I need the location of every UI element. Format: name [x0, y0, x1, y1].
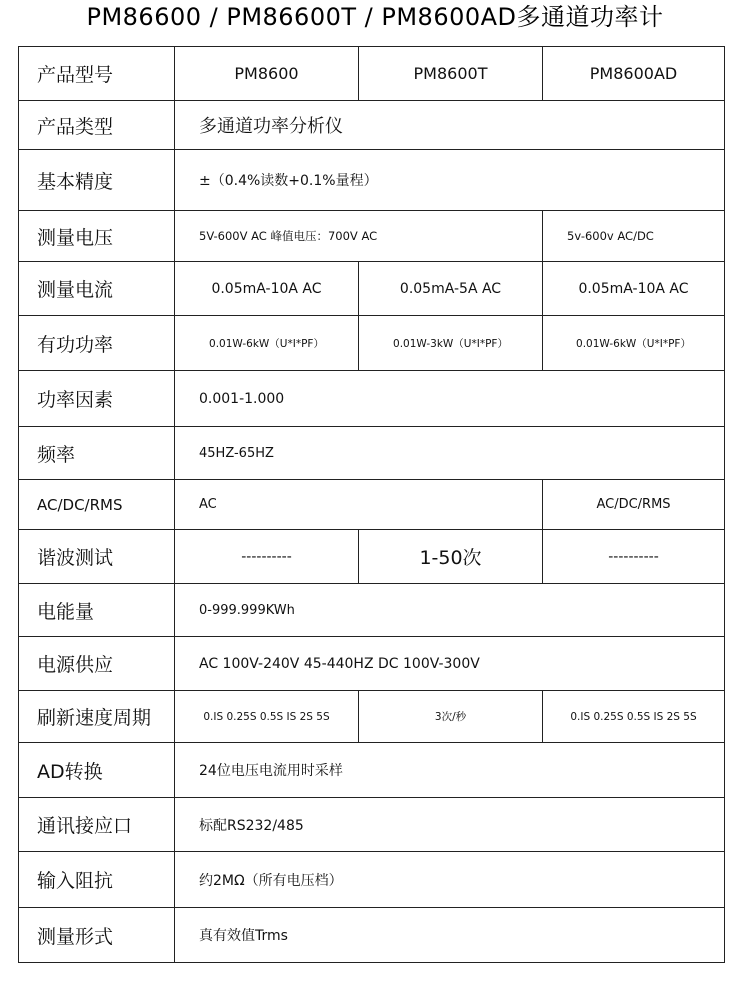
spec-table [18, 46, 725, 963]
model-pm8600: PM8600 [175, 47, 359, 101]
row-label-type: 产品类型 [19, 101, 175, 150]
mode-value: 真有效值Trms [175, 908, 725, 963]
row-label-refresh: 刷新速度周期 [19, 691, 175, 743]
table-row [19, 637, 725, 691]
harmonic-value-b: 1-50次 [359, 530, 543, 584]
current-value-b: 0.05mA-5A AC [359, 262, 543, 316]
model-pm8600t: PM8600T [359, 47, 543, 101]
table-row [19, 427, 725, 480]
table-row [19, 908, 725, 963]
acdc-value-c: AC/DC/RMS [543, 480, 725, 530]
row-label-freq: 频率 [19, 427, 175, 480]
impedance-value: 约2MΩ（所有电压档） [175, 852, 725, 908]
type-value: 多通道功率分析仪 [175, 101, 725, 150]
table-row [19, 371, 725, 427]
table-row [19, 480, 725, 530]
row-label-model: 产品型号 [19, 47, 175, 101]
table-row [19, 150, 725, 211]
table-row [19, 530, 725, 584]
refresh-value-a: 0.IS 0.25S 0.5S IS 2S 5S [175, 691, 359, 743]
current-value-c: 0.05mA-10A AC [543, 262, 725, 316]
voltage-value-ab: 5V-600V AC 峰值电压：700V AC [175, 211, 543, 262]
energy-value: 0-999.999KWh [175, 584, 725, 637]
model-pm8600ad: PM8600AD [543, 47, 725, 101]
table-row [19, 798, 725, 852]
row-label-impedance: 输入阻抗 [19, 852, 175, 908]
table-row [19, 211, 725, 262]
accuracy-value: ±（0.4%读数+0.1%量程） [175, 150, 725, 211]
row-label-adc: AD转换 [19, 743, 175, 798]
refresh-value-c: 0.IS 0.25S 0.5S IS 2S 5S [543, 691, 725, 743]
comm-value: 标配RS232/485 [175, 798, 725, 852]
row-label-comm: 通讯接应口 [19, 798, 175, 852]
harmonic-value-c: ---------- [543, 530, 725, 584]
row-label-mode: 测量形式 [19, 908, 175, 963]
acdc-value-ab: AC [175, 480, 543, 530]
table-row [19, 316, 725, 371]
power-value-a: 0.01W-6kW（U*I*PF） [175, 316, 359, 371]
row-label-acdc: AC/DC/RMS [19, 480, 175, 530]
row-label-voltage: 测量电压 [19, 211, 175, 262]
table-row [19, 262, 725, 316]
row-label-pf: 功率因素 [19, 371, 175, 427]
refresh-value-b: 3次/秒 [359, 691, 543, 743]
table-row [19, 47, 725, 101]
power-value-c: 0.01W-6kW（U*I*PF） [543, 316, 725, 371]
freq-value: 45HZ-65HZ [175, 427, 725, 480]
power-value-b: 0.01W-3kW（U*I*PF） [359, 316, 543, 371]
supply-value: AC 100V-240V 45-440HZ DC 100V-300V [175, 637, 725, 691]
row-label-power: 有功功率 [19, 316, 175, 371]
row-label-accuracy: 基本精度 [19, 150, 175, 211]
row-label-energy: 电能量 [19, 584, 175, 637]
table-row [19, 584, 725, 637]
row-label-current: 测量电流 [19, 262, 175, 316]
table-row [19, 691, 725, 743]
current-value-a: 0.05mA-10A AC [175, 262, 359, 316]
row-label-harmonic: 谐波测试 [19, 530, 175, 584]
table-row [19, 101, 725, 150]
adc-value: 24位电压电流用时采样 [175, 743, 725, 798]
table-row [19, 743, 725, 798]
page-title: PM86600 / PM86600T / PM8600AD多通道功率计 [86, 3, 664, 31]
table-row [19, 852, 725, 908]
pf-value: 0.001-1.000 [175, 371, 725, 427]
voltage-value-c: 5v-600v AC/DC [543, 211, 725, 262]
row-label-supply: 电源供应 [19, 637, 175, 691]
harmonic-value-a: ---------- [175, 530, 359, 584]
